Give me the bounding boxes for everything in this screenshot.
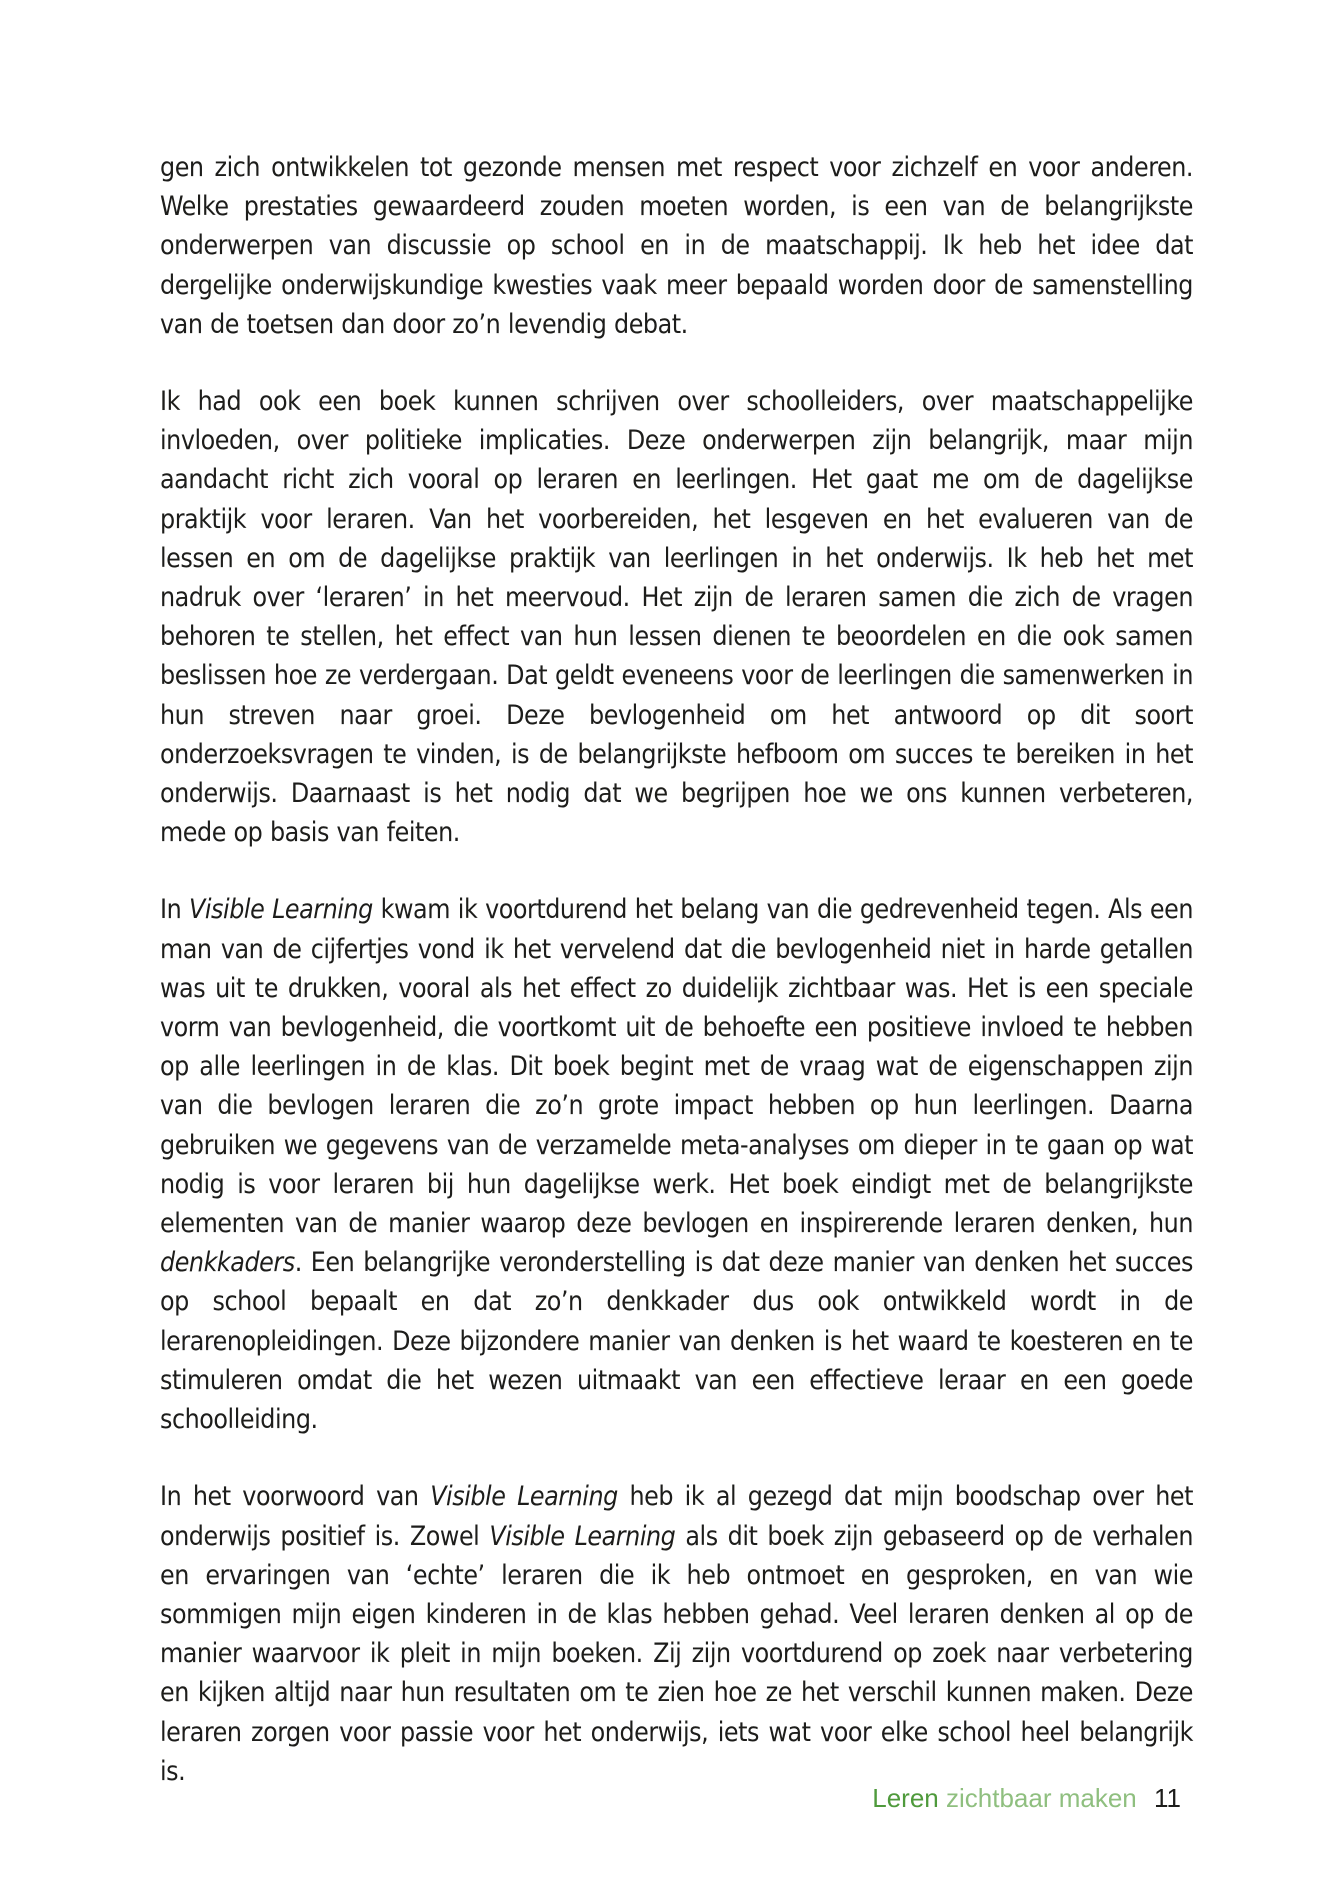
paragraph-3-text-c: . Een belangrijke veronderstelling is dat deze manier van denken het succes op school bepaalt en dat zo’n denkkader dus ook ontwikkeld wordt in de lerarenopleidingen. Deze bijzondere manier van denken is het waard te koesteren en te stimuleren omdat die het wezen uitmaakt van een effectieve leraar en een goede schoolleiding.	[160, 1247, 1193, 1436]
footer-title-strong: Leren	[872, 1783, 939, 1813]
paragraph-2-text: Ik had ook een boek kunnen schrijven over schoolleiders, over maatschappelijke invloeden, over politieke implicaties. Deze onderwerpen zijn belangrijk, maar mijn aandacht richt zich vooral op leraren en leerlingen. Het gaat me om de dagelijkse praktijk voor leraren. Van het voorbereiden, het lesgeven en het evalueren van de lessen en om de dagelijkse praktijk van leerlingen in het onderwijs. Ik heb het met nadruk over ‘leraren’ in het meervoud. Het zijn de leraren samen die zich de vragen behoren te stellen, het effect van hun lessen dienen te beoordelen en die ook samen beslissen hoe ze verdergaan. Dat geldt eveneens voor de leerlingen die samenwerken in hun streven naar groei. Deze bevlogenheid om het antwoord op dit soort onderzoeksvragen te vinden, is de belangrijkste hefboom om succes te bereiken in het onderwijs. Daarnaast is het nodig dat we begrijpen hoe we ons kunnen verbeteren, mede op basis van feiten.	[160, 386, 1193, 849]
paragraph-4-text-b: heb ik al gezegd dat mijn boodschap over het onderwijs positief is. Zowel	[160, 1481, 1193, 1552]
paragraph-1	[160, 148, 1193, 344]
paragraph-4-text-a: In het voorwoord van	[160, 1481, 431, 1513]
page-body	[160, 148, 1193, 1829]
paragraph-3-text-b: kwam ik voortdurend het belang van die gedrevenheid tegen. Als een man van de cijfertjes vond ik het vervelend dat die bevlogenheid niet in harde getallen was uit te drukken, vooral als het effect zo duidelijk zichtbaar was. Het is een speciale vorm van bevlogenheid, die voortkomt uit de behoefte een positieve invloed te hebben op alle leerlingen in de klas. Dit boek begint met de vraag wat de eigenschappen zijn van die bevlogen leraren die zo’n grote impact hebben op hun leerlingen. Daarna gebruiken we gegevens van de verzamelde meta-analyses om dieper in te gaan op wat nodig is voor leraren bij hun dagelijkse werk. Het boek eindigt met de belangrijkste elementen van de manier waarop deze bevlogen en inspirerende leraren denken, hun	[160, 894, 1193, 1240]
paragraph-1-text: gen zich ontwikkelen tot gezonde mensen met respect voor zichzelf en voor anderen. Welke prestaties gewaardeerd zouden moeten worden, is een van de belangrijkste onderwerpen van discussie op school en in de maatschappij. Ik heb het idee dat dergelijke onderwijskundige kwesties vaak meer bepaald worden door de samenstelling van de toetsen dan door zo’n levendig debat.	[160, 152, 1193, 340]
paragraph-3-text-a: In	[160, 894, 190, 926]
page-number: 11	[1154, 1783, 1181, 1813]
running-footer	[872, 1782, 1181, 1814]
book-title-visible-learning: Visible Learning	[489, 1520, 676, 1552]
footer-title-light: zichtbaar maken	[946, 1783, 1137, 1813]
book-title-visible-learning: Visible Learning	[189, 894, 373, 926]
paragraph-4	[160, 1477, 1193, 1791]
book-title-visible-learning: Visible Learning	[430, 1481, 618, 1513]
paragraph-4-text-c: als dit boek zijn gebaseerd op de verhalen en ervaringen van ‘echte’ leraren die ik heb ontmoet en gesproken, en van wie sommigen mijn eigen kinderen in de klas hebben gehad. Veel leraren denken al op de manier waarvoor ik pleit in mijn boeken. Zij zijn voortdurend op zoek naar verbetering en kijken altijd naar hun resultaten om te zien hoe ze het verschil kunnen maken. Deze leraren zorgen voor passie voor het onderwijs, iets wat voor elke school heel belangrijk is.	[160, 1520, 1193, 1787]
paragraph-2	[160, 382, 1193, 852]
paragraph-3	[160, 890, 1193, 1439]
term-denkkaders: denkkaders	[160, 1247, 295, 1279]
